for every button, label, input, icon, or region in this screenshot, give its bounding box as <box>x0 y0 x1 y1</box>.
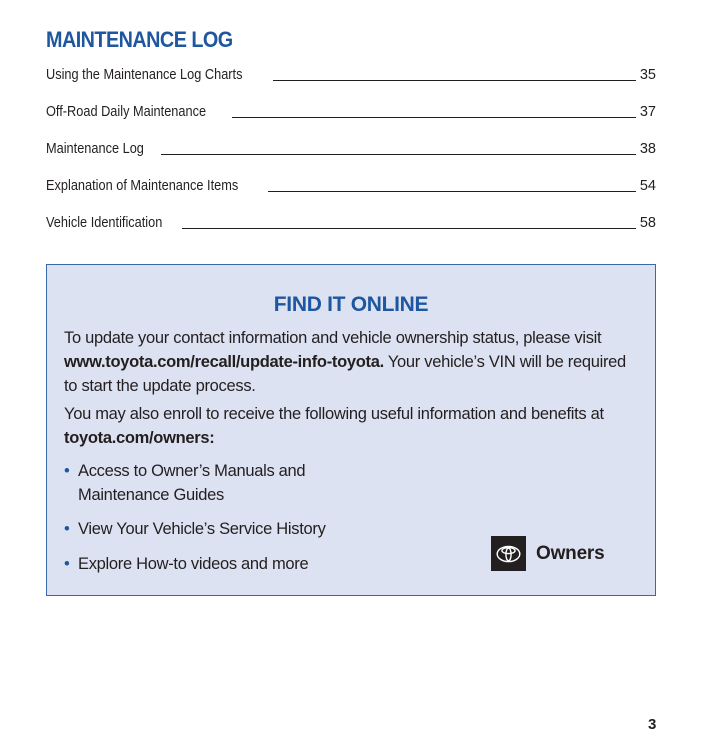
toc-entry[interactable] <box>46 177 656 214</box>
toc-entry[interactable] <box>46 214 656 251</box>
list-item-text: View Your Vehicle’s Service History <box>78 520 326 538</box>
toc-entry-page: 37 <box>639 104 656 120</box>
list-item <box>64 459 364 507</box>
update-info-paragraph <box>64 326 639 398</box>
list-item <box>64 517 364 541</box>
recall-update-link[interactable]: www.toyota.com/recall/update-info-toyota. <box>64 353 384 371</box>
para1-text: To update your contact information and vehicle ownership status, please visit <box>64 329 602 347</box>
page-number: 3 <box>648 716 657 733</box>
list-item-text: Explore How-to videos and more <box>78 555 309 573</box>
toc-entry-page: 58 <box>639 215 656 231</box>
toc-entry-page: 38 <box>639 141 656 157</box>
toyota-emblem-icon <box>491 536 526 571</box>
enroll-paragraph <box>64 402 639 450</box>
table-of-contents <box>46 66 656 251</box>
toc-leader <box>273 66 636 81</box>
bullet-icon: • <box>64 520 70 538</box>
owners-logo-text: Owners <box>536 542 605 564</box>
bullet-icon: • <box>64 555 70 573</box>
box-title: FIND IT ONLINE <box>273 293 429 316</box>
toc-entry-page: 54 <box>639 178 656 194</box>
toc-entry-label: Vehicle Identification <box>46 215 163 231</box>
toc-leader <box>161 140 636 155</box>
owners-link[interactable]: toyota.com/owners: <box>64 429 215 447</box>
toc-leader <box>182 214 636 229</box>
toc-entry[interactable] <box>46 103 656 140</box>
para2-text: You may also enroll to receive the following useful information and benefits at <box>64 405 604 423</box>
find-it-online-box <box>46 264 656 596</box>
toc-entry-label: Explanation of Maintenance Items <box>46 178 239 194</box>
toc-leader <box>232 103 636 118</box>
toc-leader <box>268 177 635 192</box>
toc-entry[interactable] <box>46 66 656 103</box>
bullet-icon: • <box>64 462 70 480</box>
list-item <box>64 552 364 576</box>
toyota-owners-logo <box>491 536 605 571</box>
para1-text-end: Your vehicle’s VIN will be required to start the update process. <box>64 353 626 395</box>
section-title: MAINTENANCE LOG <box>46 27 233 52</box>
toc-entry-page: 35 <box>639 67 656 83</box>
toc-entry-label: Maintenance Log <box>46 141 144 157</box>
toc-entry[interactable] <box>46 140 656 177</box>
toc-entry-label: Using the Maintenance Log Charts <box>46 67 243 83</box>
list-item-text: Access to Owner’s Manuals and Maintenance Guides <box>78 462 306 504</box>
toc-entry-label: Off-Road Daily Maintenance <box>46 104 207 120</box>
